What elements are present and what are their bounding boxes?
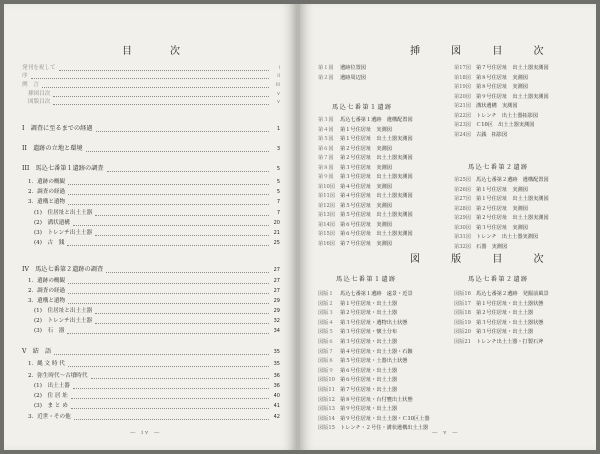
item-number: 第24図 xyxy=(454,131,471,138)
item-caption: 第１号住居址 実測図 xyxy=(340,126,392,133)
list-item xyxy=(454,233,592,242)
toc-title: 目 次 xyxy=(122,46,194,57)
item-caption: 第８号住居址・台付甕出土状態 xyxy=(340,396,413,403)
item-caption: 馬込七番第１遺跡 遠景・近景 xyxy=(340,291,413,297)
list-item xyxy=(454,328,592,337)
dot-leader xyxy=(68,362,269,367)
item-caption: 第４号住居址 出土土器実測図 xyxy=(340,193,413,199)
toc-entry xyxy=(28,277,280,285)
item-number: 第14図 xyxy=(318,221,335,228)
item-number: 第22図 xyxy=(454,112,471,119)
item-caption: トレンチ 出土土器実測図 xyxy=(476,234,539,240)
list-item xyxy=(454,176,592,185)
list-item xyxy=(318,202,452,211)
item-caption: 第２号住居址・出土土器 xyxy=(340,310,398,317)
list-item xyxy=(318,183,452,192)
item-number: 図版４ xyxy=(318,319,334,326)
toc-entry-page: 29 xyxy=(273,298,280,304)
item-number: 第10図 xyxy=(318,183,335,190)
item-number: 第18図 xyxy=(454,74,471,81)
item-number: 図版18 xyxy=(454,310,471,317)
figure-list-title: 挿 図 目 次 xyxy=(410,46,558,57)
item-caption: 第３号住居址 実測図 xyxy=(476,224,528,231)
list-item xyxy=(318,415,454,424)
list-item xyxy=(454,338,592,347)
toc-entry-label: (3) 石 器 xyxy=(34,328,65,334)
item-caption: 第６号住居址 実測図 xyxy=(340,221,392,228)
item-number: 図版21 xyxy=(454,339,471,345)
list-item xyxy=(318,328,454,337)
item-number: 図版９ xyxy=(318,367,334,374)
list-item xyxy=(318,164,452,173)
item-caption: 第９号住居址・出土土器・Ｃ10区土器 xyxy=(340,415,430,422)
item-number: 第27図 xyxy=(454,196,471,202)
dot-leader xyxy=(71,394,269,399)
page-number-right: — v — xyxy=(432,430,460,436)
dot-leader xyxy=(42,83,269,88)
item-number: 第15図 xyxy=(318,231,335,237)
dot-leader xyxy=(74,415,269,420)
toc-entry-label: (4) 古 銭 xyxy=(34,240,65,246)
item-number: 第17図 xyxy=(454,65,471,71)
item-number: 第26図 xyxy=(454,186,471,193)
dot-leader xyxy=(54,350,269,355)
toc-entry-page: v xyxy=(277,99,280,105)
dot-leader xyxy=(73,384,269,389)
toc-entry-page: 36 xyxy=(273,373,280,379)
list-item xyxy=(318,240,452,249)
list-item xyxy=(454,131,588,140)
dot-leader xyxy=(71,404,269,409)
toc-entry xyxy=(22,266,280,274)
dot-leader xyxy=(68,279,269,284)
toc-entry-label: (2) トレンチ出土土器 xyxy=(34,318,93,324)
item-number: 図版12 xyxy=(318,396,335,403)
item-caption: 遺跡位置図 xyxy=(340,65,366,71)
item-caption: 第９号住居址・出土土器 xyxy=(340,406,398,413)
toc-entry-page: 34 xyxy=(273,328,280,334)
list-item xyxy=(454,93,588,102)
item-caption: 第６号住居址・出土土器 xyxy=(340,367,398,374)
toc-entry-page: 27 xyxy=(273,267,280,273)
item-number: 第４図 xyxy=(318,126,334,133)
toc-entry-page: 27 xyxy=(273,278,280,284)
item-number: 第31図 xyxy=(454,234,471,240)
item-caption: 第３号住居址・出土土器 xyxy=(340,339,398,345)
page-number-left: — iv — xyxy=(130,430,162,436)
item-number: 第30図 xyxy=(454,224,471,231)
list-item xyxy=(454,64,588,73)
dot-leader xyxy=(91,374,270,379)
item-caption: 第１号住居址 出土土器実測図 xyxy=(476,196,549,202)
item-number: 第23図 xyxy=(454,122,471,128)
item-caption: 馬込七番第２遺跡 発掘前風景 xyxy=(476,291,549,297)
item-caption: 第３号住居址 実測図 xyxy=(340,164,392,171)
toc-entry-label: 3．遺構と遺物 xyxy=(28,298,66,304)
item-number: 図版８ xyxy=(318,358,334,365)
item-caption: 第７号住居址 実測図 xyxy=(340,240,392,247)
item-caption: 第２号住居址 出土土器実測図 xyxy=(476,215,549,221)
item-caption: 古銭 拓影図 xyxy=(476,131,508,138)
item-caption: 遺跡周辺図 xyxy=(340,74,366,81)
toc-entry-page: 36 xyxy=(273,383,280,389)
toc-entry-page: 25 xyxy=(273,240,280,246)
dot-leader xyxy=(68,299,269,304)
toc-entry xyxy=(34,229,280,237)
toc-entry xyxy=(34,239,280,247)
list-item xyxy=(318,145,452,154)
list-item xyxy=(318,221,452,230)
toc-entry xyxy=(28,297,280,305)
toc-entry xyxy=(28,360,280,368)
list-item xyxy=(318,126,452,135)
list-item xyxy=(318,116,452,125)
toc-entry-label: 挿図目次 xyxy=(28,91,51,97)
dot-leader xyxy=(68,200,269,205)
figure-site2-heading: 馬込七番第２遺跡 xyxy=(468,164,529,171)
list-item xyxy=(318,348,454,357)
list-item xyxy=(318,154,452,163)
item-caption: 第２号住居址 実測図 xyxy=(476,205,528,212)
item-number: 第20図 xyxy=(454,93,471,100)
toc-entry-page: 27 xyxy=(273,288,280,294)
toc-entry-page: 5 xyxy=(276,189,280,195)
item-number: 第３図 xyxy=(318,117,334,123)
toc-entry xyxy=(34,307,280,315)
list-item xyxy=(454,290,592,299)
dot-leader xyxy=(53,100,269,105)
toc-entry xyxy=(34,317,280,325)
list-item xyxy=(454,319,592,328)
toc-entry-label: IV 馬込七番第２遺跡の調査 xyxy=(22,266,104,273)
toc-entry-page: 35 xyxy=(273,349,280,355)
item-caption: 第１号住居址 出土土器実測図 xyxy=(340,136,413,142)
list-item xyxy=(318,405,454,414)
list-item xyxy=(454,74,588,83)
figure-site1-heading: 馬込七番第１遺跡 xyxy=(332,104,393,111)
item-caption: 馬込七番第１遺跡 遺構配置図 xyxy=(340,117,413,123)
toc-entry-page: 32 xyxy=(273,318,280,324)
list-item xyxy=(454,214,592,223)
toc-entry-label: 3．近世・その他 xyxy=(28,414,71,420)
toc-entry xyxy=(22,165,280,173)
list-item xyxy=(318,300,454,309)
toc-entry-label: (2) 住 居 址 xyxy=(34,393,68,399)
dot-leader xyxy=(106,268,269,273)
item-number: 第13図 xyxy=(318,212,335,218)
item-caption: 第８号住居址 実測図 xyxy=(476,74,528,81)
toc-entry xyxy=(22,145,280,153)
toc-entry-label: 図版目次 xyxy=(28,99,51,105)
item-number: 図版16 xyxy=(454,291,471,297)
list-item xyxy=(318,338,454,347)
item-caption: 第２号住居址・出土土器 xyxy=(476,310,534,317)
toc-entry xyxy=(34,219,280,227)
list-item xyxy=(454,186,592,195)
item-caption: 第３号住居址・懐土分布 xyxy=(340,329,398,336)
right-page xyxy=(300,4,596,450)
plate-site1-heading: 馬込七番第１遺跡 xyxy=(336,276,397,283)
item-caption: Ｃ10区 出土土器実測図 xyxy=(476,122,535,128)
item-number: 第32図 xyxy=(454,243,471,250)
item-caption: 第４号住居址・出土土器・石鏃 xyxy=(340,348,413,355)
dot-leader xyxy=(107,167,269,172)
item-number: 図版17 xyxy=(454,300,471,307)
toc-entry xyxy=(34,209,280,217)
toc-entry-page: 5 xyxy=(276,179,280,185)
item-caption: トレンチ 出土土器拓影図 xyxy=(476,112,539,119)
toc-entry xyxy=(22,125,280,133)
item-caption: トレンチ出土土器・打製石斧 xyxy=(476,339,544,345)
toc-entry-label: (1) 住居址と出土土器 xyxy=(34,210,93,216)
dot-leader xyxy=(95,211,269,216)
item-number: 図版５ xyxy=(318,329,334,336)
item-number: 図版10 xyxy=(318,377,335,384)
list-item xyxy=(454,195,592,204)
item-caption: 第３号住居址・出土土器状態 xyxy=(476,319,544,326)
item-caption: 第５号住居址・土器出土状態 xyxy=(340,358,408,365)
item-number: 第５図 xyxy=(318,136,334,142)
item-number: 図版７ xyxy=(318,348,334,355)
item-number: 図版19 xyxy=(454,319,471,326)
item-number: 図版６ xyxy=(318,339,334,345)
toc-entry-label: (1) 出土土器 xyxy=(34,383,70,389)
item-caption: 第６号住居址・出土土器 xyxy=(340,377,398,384)
toc-entry-page: 29 xyxy=(273,308,280,314)
list-item xyxy=(454,121,588,130)
item-caption: 石器 実測図 xyxy=(476,243,508,250)
item-caption: 第７号住居址・出土土器 xyxy=(340,387,398,393)
item-number: 第11図 xyxy=(318,193,335,199)
list-item xyxy=(318,135,452,144)
item-caption: 第５号住居址 出土土器実測図 xyxy=(340,212,413,218)
list-item xyxy=(454,205,592,214)
dot-leader xyxy=(95,231,269,236)
item-number: 第28図 xyxy=(454,205,471,212)
toc-entry-label: (3) ま と め xyxy=(34,403,68,409)
toc-entry-label: III 馬込七番第１遺跡の調査 xyxy=(22,165,104,172)
left-page xyxy=(4,4,296,450)
plate-site2-heading: 馬込七番第２遺跡 xyxy=(468,276,529,283)
toc-entry-label: 2．調査の経過 xyxy=(28,288,66,294)
toc-entry xyxy=(28,188,280,196)
dot-leader xyxy=(67,329,269,334)
dot-leader xyxy=(68,180,269,185)
list-item xyxy=(454,83,588,92)
toc-entry xyxy=(22,64,280,72)
item-number: 図版14 xyxy=(318,415,335,422)
item-number: 図版１ xyxy=(318,291,334,297)
item-caption: 第５号住居址 実測図 xyxy=(340,202,392,209)
list-item xyxy=(318,309,454,318)
item-caption: 第３号住居址・遺物出土状態 xyxy=(340,319,408,326)
item-number: 図版11 xyxy=(318,387,335,393)
toc-entry-label: I 調査に至るまでの経過 xyxy=(22,125,93,132)
list-item xyxy=(454,224,592,233)
item-number: 第２図 xyxy=(318,74,334,81)
item-caption: 第３号住居址 出土土器実測図 xyxy=(340,174,413,180)
toc-entry-label: V 結 語 xyxy=(22,348,52,355)
toc-entry xyxy=(28,372,280,380)
dot-leader xyxy=(86,147,269,152)
list-item xyxy=(318,192,452,201)
item-caption: 第９号住居址 出土土器実測図 xyxy=(476,93,549,100)
item-number: 第８図 xyxy=(318,164,334,171)
list-item xyxy=(318,64,446,73)
item-number: 図版２ xyxy=(318,300,334,307)
item-caption: 第１号住居址・出土土器 xyxy=(340,300,398,307)
item-caption: 第２号住居址 出土土器実測図 xyxy=(340,155,413,161)
list-item xyxy=(318,74,446,83)
toc-entry xyxy=(28,413,280,421)
item-number: 図版13 xyxy=(318,406,335,413)
item-caption: 第２号住居址 実測図 xyxy=(340,145,392,152)
item-caption: 第８号住居址 実測図 xyxy=(476,84,528,90)
list-item xyxy=(318,211,452,220)
toc-entry-label: 例 言 xyxy=(22,82,39,88)
toc-entry-page: 21 xyxy=(273,230,280,236)
dot-leader xyxy=(95,309,269,314)
item-caption: 馬込七番第２遺跡 遺構配置図 xyxy=(476,177,549,183)
toc-entry xyxy=(28,287,280,295)
item-caption: 第３号住居址・出土土器 xyxy=(476,329,534,336)
toc-entry-label: 2．調査の経過 xyxy=(28,189,66,195)
item-number: 図版３ xyxy=(318,310,334,317)
list-item xyxy=(454,300,592,309)
toc-entry-page: 1 xyxy=(276,126,280,132)
dot-leader xyxy=(96,127,269,132)
toc-entry xyxy=(22,72,280,80)
toc-entry xyxy=(22,81,280,89)
item-number: 第21図 xyxy=(454,103,471,109)
item-caption: トレンチ・２号住・溝状遺構出土土器 xyxy=(340,425,429,432)
toc-entry-label: 3．遺構と遺物 xyxy=(28,199,66,205)
item-number: 第７図 xyxy=(318,155,334,161)
item-number: 第29図 xyxy=(454,215,471,221)
dot-leader xyxy=(53,92,269,97)
item-number: 第６図 xyxy=(318,145,334,152)
list-item xyxy=(318,357,454,366)
plate-list-title: 図 版 目 次 xyxy=(410,254,558,265)
toc-entry-label: 発刊を祝して xyxy=(22,65,56,71)
item-number: 第12図 xyxy=(318,202,335,209)
item-caption: 第１号住居址 実測図 xyxy=(476,186,528,193)
toc-entry xyxy=(28,198,280,206)
dot-leader xyxy=(59,66,269,71)
list-item xyxy=(454,112,588,121)
item-caption: 第１号住居址・出土土器状態 xyxy=(476,300,544,307)
item-number: 第16図 xyxy=(318,240,335,247)
toc-entry-label: 2．弥生時代～古墳時代 xyxy=(28,373,88,379)
toc-entry-page: 40 xyxy=(273,393,280,399)
list-item xyxy=(318,396,454,405)
toc-entry-label: (3) トレンチ出土土器 xyxy=(34,230,93,236)
item-caption: 第４号住居址 実測図 xyxy=(340,183,392,190)
toc-entry-page: i xyxy=(278,65,280,71)
list-item xyxy=(318,376,454,385)
list-item xyxy=(318,367,454,376)
toc-entry-label: (2) 溝状遺構 xyxy=(34,220,70,226)
item-number: 第１図 xyxy=(318,65,334,71)
toc-entry-page: 41 xyxy=(273,403,280,409)
item-caption: 溝状遺構 実測図 xyxy=(476,103,518,109)
toc-entry xyxy=(28,90,280,98)
dot-leader xyxy=(95,319,269,324)
item-caption: 第７号住居址 出土土器実測図 xyxy=(476,65,549,71)
toc-entry xyxy=(34,392,280,400)
toc-entry-page: 7 xyxy=(276,199,280,205)
toc-entry-page: 7 xyxy=(276,210,280,216)
toc-entry xyxy=(34,402,280,410)
toc-entry-label: 1．遺跡の概観 xyxy=(28,278,66,284)
toc-entry-label: 序 xyxy=(22,73,28,79)
dot-leader xyxy=(68,190,269,195)
item-number: 図版15 xyxy=(318,425,335,432)
toc-entry xyxy=(34,382,280,390)
toc-entry xyxy=(28,178,280,186)
list-item xyxy=(318,290,454,299)
toc-entry-label: 1．遺跡の概観 xyxy=(28,179,66,185)
item-number: 図版20 xyxy=(454,329,471,336)
list-item xyxy=(318,230,452,239)
toc-entry-page: v xyxy=(277,91,280,97)
toc-entry-page: iii xyxy=(275,82,280,88)
toc-entry-page: 42 xyxy=(273,414,280,420)
toc-entry-label: (1) 住居址と出土土器 xyxy=(34,308,93,314)
toc-entry-page: 20 xyxy=(273,220,280,226)
toc-entry-label: 1．縄 文 時 代 xyxy=(28,361,65,367)
toc-entry-page: ii xyxy=(277,73,280,79)
toc-entry xyxy=(22,348,280,356)
item-caption: 第６号住居址 出土土器実測図 xyxy=(340,231,413,237)
item-number: 第９図 xyxy=(318,174,334,180)
toc-entry-page: 35 xyxy=(273,361,280,367)
list-item xyxy=(318,386,454,395)
toc-entry-page: 5 xyxy=(276,166,280,172)
dot-leader xyxy=(67,241,269,246)
toc-entry-label: II 遺跡の立地と環境 xyxy=(22,145,83,152)
toc-entry xyxy=(34,327,280,335)
list-item xyxy=(318,319,454,328)
toc-entry xyxy=(28,98,280,106)
list-item xyxy=(318,173,452,182)
toc-entry-page: 3 xyxy=(276,146,280,152)
dot-leader xyxy=(68,289,269,294)
dot-leader xyxy=(73,221,269,226)
dot-leader xyxy=(31,74,269,79)
list-item xyxy=(454,102,588,111)
item-number: 第25図 xyxy=(454,177,471,183)
item-number: 第19図 xyxy=(454,84,471,90)
list-item xyxy=(454,309,592,318)
